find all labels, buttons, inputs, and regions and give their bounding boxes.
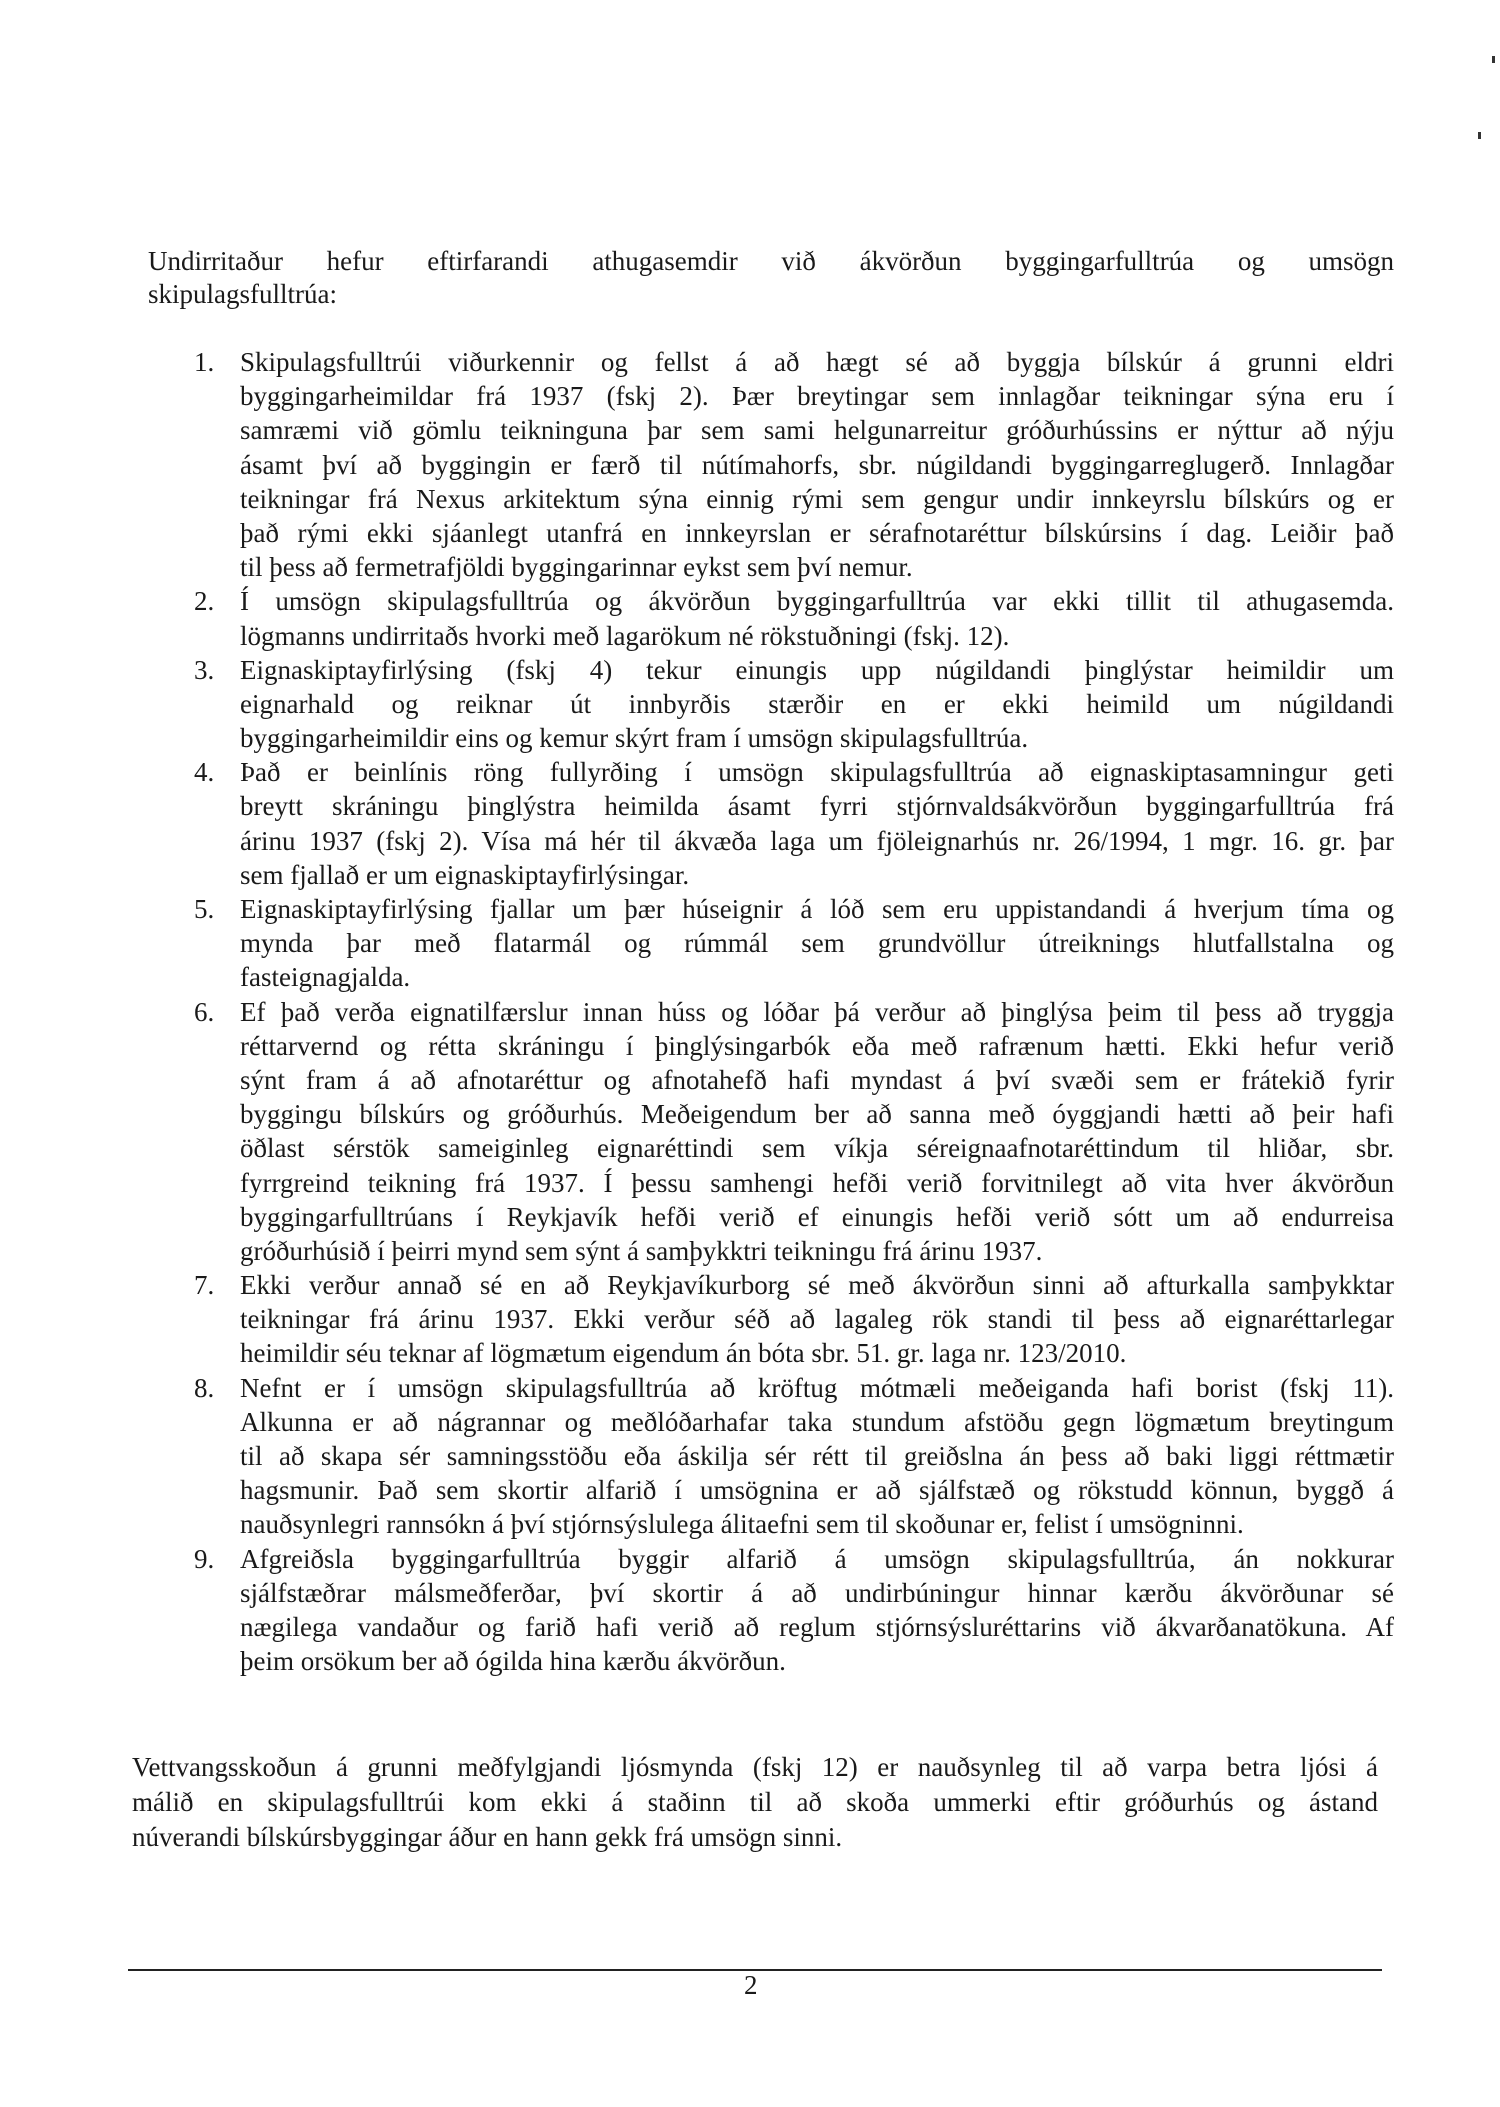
- intro-paragraph: [148, 245, 1394, 311]
- text-line: skipulagsfulltrúa:: [148, 279, 337, 309]
- list-item: [194, 995, 1394, 1269]
- text-line: byggingarfulltrúans í Reykjavík hefði verið ef einungis hefði verið sótt um að endurreisa: [240, 1201, 1394, 1232]
- text-line: þeim orsökum ber að ógilda hina kærðu ákvörðun.: [240, 1646, 786, 1677]
- text-line: Undirritaður hefur eftirfarandi athugasemdir við ákvörðun byggingarfulltrúa og umsögn: [148, 246, 1394, 276]
- list-number: 7.: [194, 1270, 215, 1301]
- text-line: samræmi við gömlu teikninguna þar sem sami helgunarreitur gróðurhússins er nýttur að nýju: [240, 415, 1394, 446]
- text-line: málið en skipulagsfulltrúi kom ekki á staðinn til að skoða ummerki eftir gróðurhús og ástand: [132, 1787, 1378, 1817]
- text-line: sem fjallað er um eignaskiptayfirlýsingar.: [240, 859, 690, 890]
- text-line: byggingu bílskúrs og gróðurhús. Meðeigendum ber að sanna með óyggjandi hætti að þeir hafi: [240, 1099, 1394, 1130]
- text-line: nægilega vandaður og farið hafi verið að reglum stjórnsýsluréttarins við ákvarðanatökuna. Af: [240, 1611, 1394, 1642]
- text-line: heimildir séu teknar af lögmætum eigendum án bóta sbr. 51. gr. laga nr. 123/2010.: [240, 1338, 1127, 1369]
- list-number: 9.: [194, 1543, 215, 1574]
- list-item: [194, 892, 1394, 995]
- list-number: 4.: [194, 757, 215, 788]
- list-item: [194, 755, 1394, 892]
- text-line: teikningar frá Nexus arkitektum sýna einnig rými sem gengur undir innkeyrslu bílskúrs og er: [240, 483, 1394, 514]
- list-item: [194, 1542, 1394, 1679]
- text-line: fasteignagjalda.: [240, 962, 411, 993]
- text-line: teikningar frá árinu 1937. Ekki verður séð að lagaleg rök standi til þess að eignaréttarlegar: [240, 1304, 1394, 1335]
- text-line: til að skapa sér samningsstöðu eða áskilja sér rétt til greiðslna án þess að baki liggi réttmætir: [240, 1441, 1394, 1471]
- text-line: hagsmunir. Það sem skortir alfarið í umsögnina er að sjálfstæð og rökstudd könnun, byggð á: [240, 1475, 1394, 1506]
- text-line: ásamt því að byggingin er færð til nútímahorfs, sbr. núgildandi byggingarreglugerð. Innlagðar: [240, 449, 1394, 480]
- text-line: Alkunna er að nágrannar og meðlóðarhafar taka stundum afstöðu gegn lögmætum breytingum: [240, 1406, 1394, 1437]
- text-line: Það er beinlínis röng fullyrðing í umsögn skipulagsfulltrúa að eignaskiptasamningur geti: [240, 757, 1394, 788]
- text-line: Skipulagsfulltrúi viðurkennir og fellst á að hægt sé að byggja bílskúr á grunni eldri: [240, 347, 1394, 377]
- text-line: eignarhald og reiknar út innbyrðis stærðir en er ekki heimild um núgildandi: [240, 688, 1394, 719]
- text-line: Nefnt er í umsögn skipulagsfulltrúa að kröftug mótmæli meðeiganda hafi borist (fskj 11).: [240, 1372, 1394, 1403]
- page-number: 2: [744, 1970, 758, 2000]
- text-line: Eignaskiptayfirlýsing (fskj 4) tekur einungis upp núgildandi þinglýstar heimildir um: [240, 654, 1394, 685]
- list-number: 1.: [194, 347, 215, 377]
- text-line: réttarvernd og rétta skráningu í þinglýsingarbók eða með rafrænum hætti. Ekki hefur verið: [240, 1030, 1394, 1061]
- scan-mark: [1492, 56, 1495, 63]
- text-line: lögmanns undirritaðs hvorki með lagarökum né rökstuðningi (fskj. 12).: [240, 620, 1010, 651]
- list-item: [194, 345, 1394, 584]
- list-item: [194, 1268, 1394, 1371]
- scan-mark: [1478, 132, 1481, 139]
- text-line: Vettvangsskoðun á grunni meðfylgjandi ljósmynda (fskj 12) er nauðsynleg til að varpa betra ljósi á: [132, 1752, 1378, 1782]
- list-number: 2.: [194, 586, 215, 617]
- text-line: byggingarheimildar frá 1937 (fskj 2). Þær breytingar sem innlagðar teikningar sýna eru í: [240, 381, 1394, 412]
- text-line: nauðsynlegri rannsókn á því stjórnsýslulega álitaefni sem til skoðunar er, felist í umsögninni.: [240, 1509, 1244, 1540]
- text-line: Í umsögn skipulagsfulltrúa og ákvörðun byggingarfulltrúa var ekki tillit til athugasemda.: [240, 586, 1394, 617]
- text-line: það rými ekki sjáanlegt utanfrá en innkeyrslan er sérafnotaréttur bílskúrsins í dag. Leiðir það: [240, 517, 1394, 548]
- text-line: sjálfstæðrar málsmeðferðar, því skortir á að undirbúningur hinnar kærðu ákvörðunar sé: [240, 1577, 1394, 1608]
- list-item: [194, 1371, 1394, 1542]
- text-line: Ef það verða eignatilfærslur innan húss og lóðar þá verður að þinglýsa þeim til þess að tryggja: [240, 996, 1394, 1027]
- text-line: breytt skráningu þinglýstra heimilda ásamt fyrri stjórnvaldsákvörðun byggingarfulltrúa frá: [240, 791, 1394, 822]
- text-line: árinu 1937 (fskj 2). Vísa má hér til ákvæða laga um fjöleignarhús nr. 26/1994, 1 mgr. 16. gr. þar: [240, 825, 1394, 856]
- list-number: 3.: [194, 654, 215, 685]
- text-line: byggingarheimildir eins og kemur skýrt fram í umsögn skipulagsfulltrúa.: [240, 723, 1029, 754]
- text-line: Afgreiðsla byggingarfulltrúa byggir alfarið á umsögn skipulagsfulltrúa, án nokkurar: [240, 1543, 1394, 1574]
- text-line: til þess að fermetrafjöldi byggingarinnar eykst sem því nemur.: [240, 552, 913, 583]
- list-number: 8.: [194, 1372, 215, 1403]
- numbered-list: [194, 345, 1394, 1678]
- list-number: 6.: [194, 996, 215, 1027]
- text-line: núverandi bílskúrsbyggingar áður en hann gekk frá umsögn sinni.: [132, 1822, 843, 1852]
- text-line: mynda þar með flatarmál og rúmmál sem grundvöllur útreiknings hlutfallstalna og: [240, 928, 1394, 959]
- text-line: öðlast sérstök sameiginleg eignaréttindi sem víkja séreignaafnotaréttindum til hliðar, sbr.: [240, 1133, 1394, 1164]
- closing-paragraph: [132, 1750, 1378, 1855]
- text-line: sýnt fram á að afnotaréttur og afnotahefð hafi myndast á því svæði sem er frátekið fyrir: [240, 1064, 1394, 1095]
- list-number: 5.: [194, 894, 215, 924]
- text-line: fyrrgreind teikning frá 1937. Í þessu samhengi hefði verið forvitnilegt að vita hver ákvörðun: [240, 1167, 1394, 1198]
- text-line: Eignaskiptayfirlýsing fjallar um þær húseignir á lóð sem eru uppistandandi á hverjum tíma og: [240, 894, 1394, 924]
- list-item: [194, 653, 1394, 756]
- list-item: [194, 584, 1394, 652]
- text-line: Ekki verður annað sé en að Reykjavíkurborg sé með ákvörðun sinni að afturkalla samþykktar: [240, 1270, 1394, 1301]
- text-line: gróðurhúsið í þeirri mynd sem sýnt á samþykktri teikningu frá árinu 1937.: [240, 1235, 1043, 1266]
